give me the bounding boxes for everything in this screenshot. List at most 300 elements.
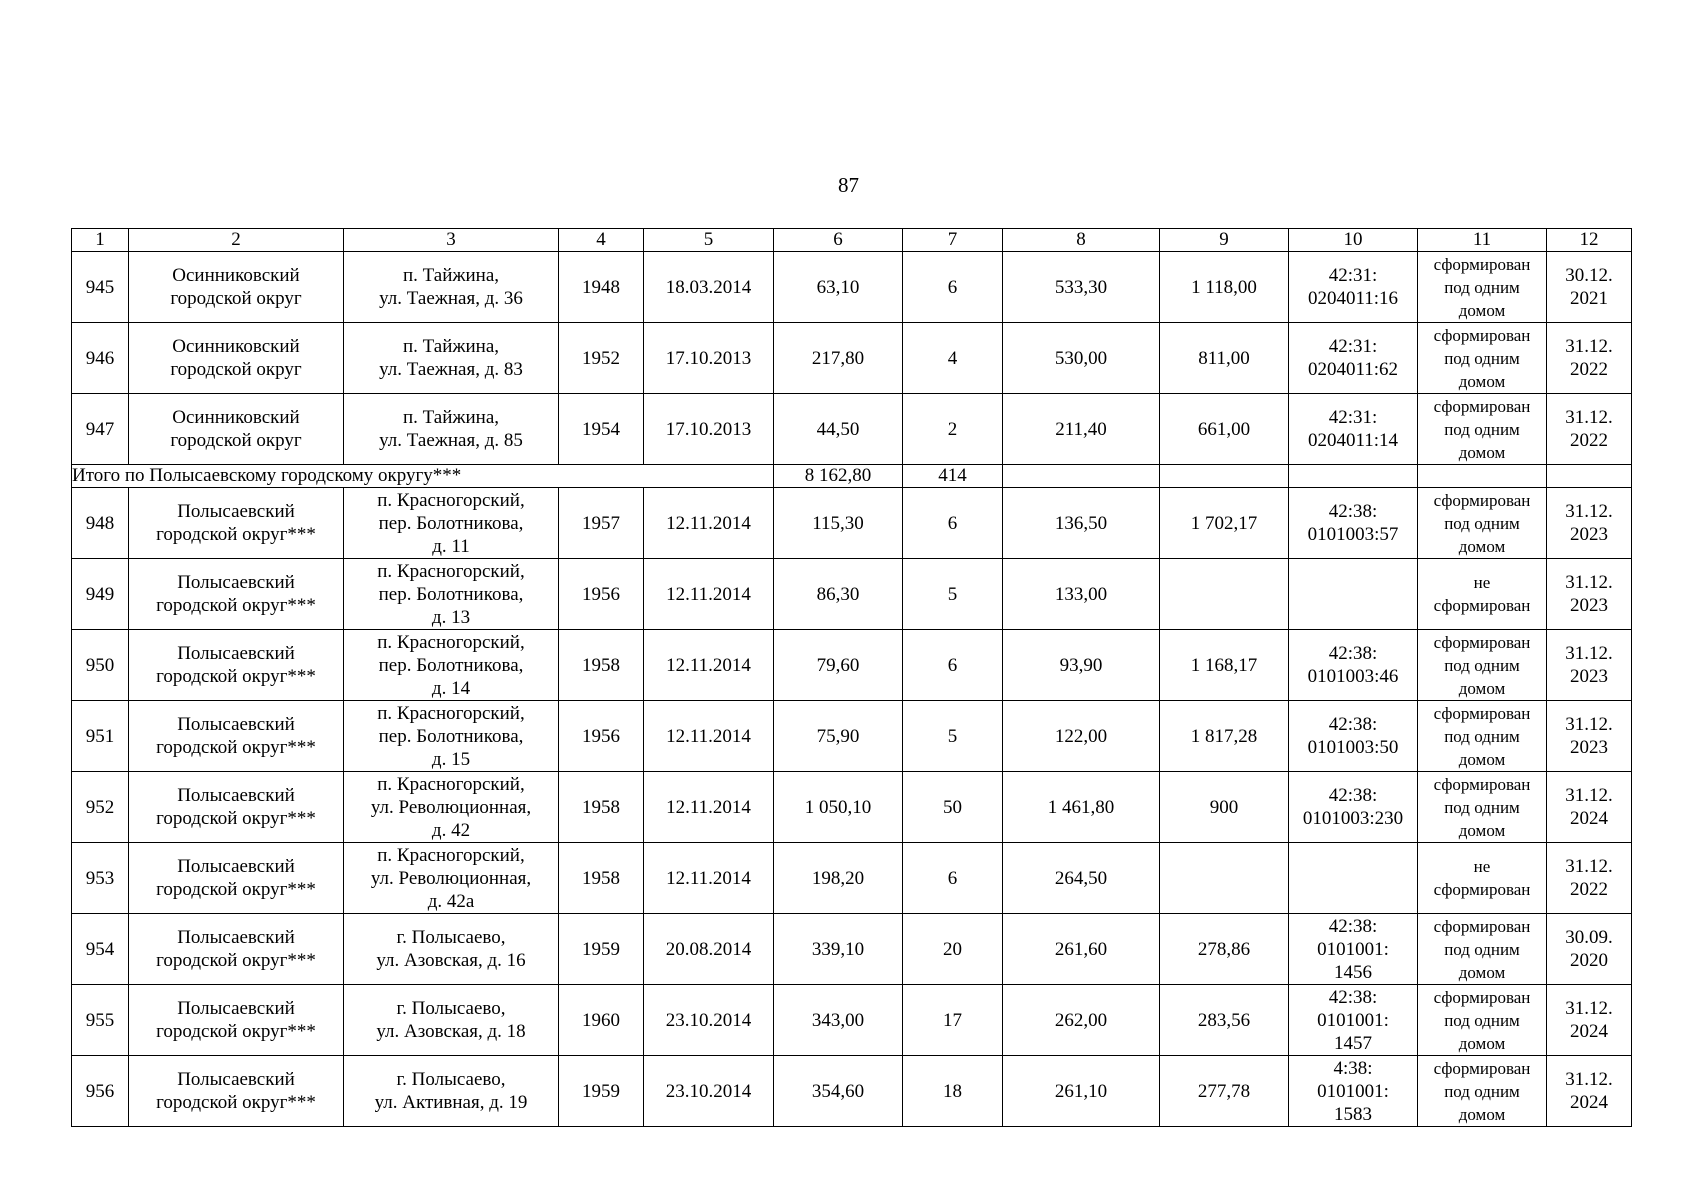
cadastral-number-cell xyxy=(1289,488,1418,559)
column-header: 11 xyxy=(1418,229,1547,252)
column-header: 7 xyxy=(903,229,1003,252)
year-cell: 1960 xyxy=(559,985,644,1056)
address-cell-line: п. Красногорский, xyxy=(377,773,525,795)
land-status-cell-line: сформирован xyxy=(1433,987,1531,1007)
land-status-cell-line: сформирован xyxy=(1433,632,1531,652)
date-cell: 12.11.2014 xyxy=(644,843,774,914)
land-status-cell xyxy=(1418,323,1547,394)
cadastral-number-cell-line: 42:38: xyxy=(1328,915,1378,937)
empty-cell xyxy=(1547,465,1632,488)
land-status-cell-line: под одним xyxy=(1444,1081,1520,1101)
year-cell: 1959 xyxy=(559,1056,644,1127)
cadastral-number-cell-line: 1457 xyxy=(1334,1032,1372,1054)
cadastral-value-cell: 278,86 xyxy=(1160,914,1289,985)
deadline-cell-line: 31.12. xyxy=(1565,501,1613,522)
empty-cell xyxy=(644,465,774,488)
land-area-cell: 261,10 xyxy=(1003,1056,1160,1127)
land-status-cell xyxy=(1418,1056,1547,1127)
year-cell: 1952 xyxy=(559,323,644,394)
land-status-cell xyxy=(1418,985,1547,1056)
total-row xyxy=(72,465,1632,488)
address-cell-line: ул. Азовская, д. 16 xyxy=(376,950,526,971)
year-cell: 1958 xyxy=(559,772,644,843)
address-cell-line: д. 13 xyxy=(431,606,471,628)
address-cell xyxy=(344,914,559,985)
land-status-cell xyxy=(1418,914,1547,985)
address-cell-line: д. 11 xyxy=(432,535,470,557)
cadastral-number-cell-line: 42:38: xyxy=(1328,785,1378,806)
row-number: 954 xyxy=(72,914,129,985)
deadline-cell-line: 31.12. xyxy=(1565,336,1613,357)
deadline-cell-line: 31.12. xyxy=(1565,572,1613,593)
cadastral-value-cell: 1 702,17 xyxy=(1160,488,1289,559)
land-area-cell: 122,00 xyxy=(1003,701,1160,772)
residents-cell: 18 xyxy=(903,1056,1003,1127)
deadline-cell-line: 2020 xyxy=(1570,950,1608,971)
page-number: 87 xyxy=(838,173,859,197)
cadastral-number-cell-line: 0204011:62 xyxy=(1307,359,1399,380)
address-cell-line: ул. Революционная, xyxy=(370,867,532,889)
land-status-cell xyxy=(1418,701,1547,772)
residents-cell: 6 xyxy=(903,630,1003,701)
address-cell-line: ул. Революционная, xyxy=(370,796,532,818)
deadline-cell xyxy=(1547,701,1632,772)
table-row xyxy=(72,252,1632,323)
table-row xyxy=(72,630,1632,701)
municipality-cell xyxy=(129,914,344,985)
column-header: 3 xyxy=(344,229,559,252)
deadline-cell-line: 31.12. xyxy=(1565,856,1613,877)
address-cell-line: д. 42 xyxy=(431,819,471,841)
residents-cell: 20 xyxy=(903,914,1003,985)
deadline-cell xyxy=(1547,252,1632,323)
row-number: 955 xyxy=(72,985,129,1056)
address-cell xyxy=(344,630,559,701)
year-cell: 1958 xyxy=(559,630,644,701)
table-row xyxy=(72,772,1632,843)
cadastral-number-cell-line: 0101003:230 xyxy=(1302,808,1404,829)
deadline-cell-line: 31.12. xyxy=(1565,643,1613,664)
year-cell: 1956 xyxy=(559,701,644,772)
residents-cell: 6 xyxy=(903,843,1003,914)
area-cell: 198,20 xyxy=(774,843,903,914)
land-status-cell-line: домом xyxy=(1458,820,1506,840)
deadline-cell-line: 31.12. xyxy=(1565,407,1613,428)
date-cell: 18.03.2014 xyxy=(644,252,774,323)
municipality-cell-line: городской округ*** xyxy=(156,1092,316,1113)
land-area-cell: 1 461,80 xyxy=(1003,772,1160,843)
address-cell-line: ул. Активная, д. 19 xyxy=(374,1092,528,1113)
column-header: 2 xyxy=(129,229,344,252)
address-cell xyxy=(344,252,559,323)
deadline-cell xyxy=(1547,630,1632,701)
land-status-cell-line: сформирован xyxy=(1433,254,1531,274)
year-cell: 1958 xyxy=(559,843,644,914)
area-cell: 115,30 xyxy=(774,488,903,559)
empty-cell xyxy=(1003,465,1160,488)
date-cell: 23.10.2014 xyxy=(644,1056,774,1127)
cadastral-number-cell-line: 42:38: xyxy=(1328,986,1378,1008)
municipality-cell-line: городской округ xyxy=(170,288,302,309)
table-row xyxy=(72,394,1632,465)
land-area-cell: 261,60 xyxy=(1003,914,1160,985)
address-cell xyxy=(344,394,559,465)
deadline-cell-line: 2022 xyxy=(1570,359,1608,380)
deadline-cell xyxy=(1547,1056,1632,1127)
cadastral-value-cell xyxy=(1160,559,1289,630)
deadline-cell-line: 2024 xyxy=(1570,808,1608,829)
land-status-cell xyxy=(1418,843,1547,914)
municipality-cell-line: Полысаевский xyxy=(177,643,295,664)
column-number-row xyxy=(72,229,1632,252)
cadastral-number-cell-line: 4:38: xyxy=(1333,1057,1373,1079)
municipality-cell-line: городской округ xyxy=(170,430,302,451)
land-area-cell: 211,40 xyxy=(1003,394,1160,465)
cadastral-value-cell: 1 118,00 xyxy=(1160,252,1289,323)
deadline-cell xyxy=(1547,394,1632,465)
column-header: 12 xyxy=(1547,229,1632,252)
land-status-cell-line: под одним xyxy=(1444,513,1520,533)
land-status-cell-line: под одним xyxy=(1444,726,1520,746)
date-cell: 17.10.2013 xyxy=(644,394,774,465)
address-cell-line: п. Красногорский, xyxy=(377,631,525,653)
address-cell-line: ул. Таежная, д. 36 xyxy=(379,288,523,309)
cadastral-number-cell-line: 1456 xyxy=(1334,961,1372,983)
municipality-cell xyxy=(129,985,344,1056)
deadline-cell-line: 31.12. xyxy=(1565,998,1613,1019)
deadline-cell-line: 2023 xyxy=(1570,737,1608,758)
row-number: 947 xyxy=(72,394,129,465)
land-status-cell-line: под одним xyxy=(1444,348,1520,368)
year-cell: 1948 xyxy=(559,252,644,323)
address-cell-line: п. Тайжина, xyxy=(402,336,500,357)
column-header: 9 xyxy=(1160,229,1289,252)
table-row xyxy=(72,488,1632,559)
municipality-cell-line: Полысаевский xyxy=(177,998,295,1019)
land-status-cell-line: домом xyxy=(1458,678,1506,698)
address-cell-line: п. Тайжина, xyxy=(402,265,500,286)
year-cell: 1957 xyxy=(559,488,644,559)
cadastral-value-cell: 1 168,17 xyxy=(1160,630,1289,701)
column-header: 4 xyxy=(559,229,644,252)
municipality-cell-line: Полысаевский xyxy=(177,856,295,877)
cadastral-number-cell-line: 0101003:50 xyxy=(1307,737,1399,758)
land-area-cell: 530,00 xyxy=(1003,323,1160,394)
row-number: 949 xyxy=(72,559,129,630)
municipality-cell xyxy=(129,394,344,465)
municipality-cell-line: городской округ*** xyxy=(156,737,316,758)
total-residents: 414 xyxy=(903,465,1003,488)
cadastral-number-cell-line: 0204011:16 xyxy=(1307,288,1399,309)
cadastral-number-cell-line: 42:31: xyxy=(1328,265,1378,286)
cadastral-number-cell xyxy=(1289,630,1418,701)
area-cell: 354,60 xyxy=(774,1056,903,1127)
total-area: 8 162,80 xyxy=(774,465,903,488)
municipality-cell-line: Полысаевский xyxy=(177,785,295,806)
municipality-cell-line: Полысаевский xyxy=(177,714,295,735)
land-status-cell-line: под одним xyxy=(1444,655,1520,675)
area-cell: 339,10 xyxy=(774,914,903,985)
housing-registry-table xyxy=(71,228,1632,1127)
cadastral-number-cell-line: 0101003:57 xyxy=(1307,524,1399,545)
year-cell: 1956 xyxy=(559,559,644,630)
municipality-cell-line: Полысаевский xyxy=(177,572,295,593)
land-status-cell-line: сформирован xyxy=(1433,880,1531,899)
area-cell: 343,00 xyxy=(774,985,903,1056)
land-status-cell-line: не xyxy=(1473,573,1491,592)
address-cell xyxy=(344,985,559,1056)
address-cell xyxy=(344,559,559,630)
address-cell-line: ул. Таежная, д. 83 xyxy=(379,359,523,380)
year-cell: 1959 xyxy=(559,914,644,985)
municipality-cell xyxy=(129,701,344,772)
land-status-cell-line: домом xyxy=(1458,536,1506,556)
address-cell-line: пер. Болотникова, xyxy=(378,654,524,676)
deadline-cell-line: 30.12. xyxy=(1565,265,1613,286)
municipality-cell-line: городской округ*** xyxy=(156,524,316,545)
deadline-cell xyxy=(1547,772,1632,843)
municipality-cell-line: Осинниковский xyxy=(172,336,300,357)
address-cell-line: п. Красногорский, xyxy=(377,844,525,866)
deadline-cell-line: 2023 xyxy=(1570,524,1608,545)
land-area-cell: 262,00 xyxy=(1003,985,1160,1056)
date-cell: 12.11.2014 xyxy=(644,559,774,630)
address-cell-line: г. Полысаево, xyxy=(396,998,506,1019)
cadastral-value-cell: 1 817,28 xyxy=(1160,701,1289,772)
empty-cell xyxy=(559,465,644,488)
deadline-cell xyxy=(1547,488,1632,559)
land-status-cell xyxy=(1418,488,1547,559)
land-status-cell-line: домом xyxy=(1458,442,1506,462)
cadastral-number-cell-line: 42:38: xyxy=(1328,643,1378,664)
land-status-cell-line: домом xyxy=(1458,1033,1506,1053)
cadastral-number-cell-line: 42:38: xyxy=(1328,714,1378,735)
land-area-cell: 533,30 xyxy=(1003,252,1160,323)
table-body xyxy=(72,229,1632,1127)
area-cell: 75,90 xyxy=(774,701,903,772)
address-cell xyxy=(344,843,559,914)
cadastral-number-cell xyxy=(1289,843,1418,914)
land-status-cell xyxy=(1418,772,1547,843)
cadastral-value-cell: 277,78 xyxy=(1160,1056,1289,1127)
land-area-cell: 133,00 xyxy=(1003,559,1160,630)
area-cell: 79,60 xyxy=(774,630,903,701)
municipality-cell-line: городской округ*** xyxy=(156,808,316,829)
municipality-cell-line: Полысаевский xyxy=(177,1069,295,1090)
residents-cell: 4 xyxy=(903,323,1003,394)
deadline-cell-line: 31.12. xyxy=(1565,1069,1613,1090)
row-number: 952 xyxy=(72,772,129,843)
residents-cell: 6 xyxy=(903,488,1003,559)
land-status-cell xyxy=(1418,630,1547,701)
empty-cell xyxy=(1289,465,1418,488)
deadline-cell xyxy=(1547,843,1632,914)
row-number: 945 xyxy=(72,252,129,323)
deadline-cell xyxy=(1547,914,1632,985)
address-cell xyxy=(344,1056,559,1127)
municipality-cell-line: Полысаевский xyxy=(177,927,295,948)
land-status-cell-line: сформирован xyxy=(1433,774,1531,794)
land-status-cell xyxy=(1418,559,1547,630)
deadline-cell-line: 2024 xyxy=(1570,1092,1608,1113)
column-header: 8 xyxy=(1003,229,1160,252)
land-area-cell: 93,90 xyxy=(1003,630,1160,701)
address-cell xyxy=(344,488,559,559)
land-status-cell-line: сформирован xyxy=(1433,916,1531,936)
address-cell-line: д. 15 xyxy=(431,748,471,770)
address-cell xyxy=(344,323,559,394)
residents-cell: 6 xyxy=(903,252,1003,323)
address-cell-line: д. 14 xyxy=(431,677,471,699)
cadastral-number-cell-line: 42:31: xyxy=(1328,336,1378,357)
table-row xyxy=(72,701,1632,772)
empty-cell xyxy=(1418,465,1547,488)
deadline-cell-line: 2022 xyxy=(1570,879,1608,900)
date-cell: 17.10.2013 xyxy=(644,323,774,394)
land-status-cell-line: домом xyxy=(1458,300,1506,320)
cadastral-number-cell xyxy=(1289,772,1418,843)
cadastral-number-cell-line: 0101003:46 xyxy=(1307,666,1399,687)
address-cell-line: д. 42а xyxy=(427,890,475,912)
residents-cell: 17 xyxy=(903,985,1003,1056)
municipality-cell-line: Полысаевский xyxy=(177,501,295,522)
address-cell-line: п. Тайжина, xyxy=(402,407,500,428)
address-cell-line: ул. Таежная, д. 85 xyxy=(379,430,523,451)
municipality-cell-line: городской округ*** xyxy=(156,1021,316,1042)
land-status-cell-line: под одним xyxy=(1444,939,1520,959)
address-cell-line: пер. Болотникова, xyxy=(378,583,524,605)
deadline-cell-line: 2023 xyxy=(1570,595,1608,616)
deadline-cell-line: 31.12. xyxy=(1565,714,1613,735)
cadastral-value-cell: 661,00 xyxy=(1160,394,1289,465)
table-row xyxy=(72,843,1632,914)
table-row xyxy=(72,985,1632,1056)
land-status-cell-line: домом xyxy=(1458,1104,1506,1124)
date-cell: 23.10.2014 xyxy=(644,985,774,1056)
municipality-cell xyxy=(129,772,344,843)
total-label: Итого по Полысаевскому городскому округу*** xyxy=(72,465,462,486)
column-header: 1 xyxy=(72,229,129,252)
municipality-cell-line: городской округ*** xyxy=(156,595,316,616)
residents-cell: 5 xyxy=(903,559,1003,630)
area-cell: 44,50 xyxy=(774,394,903,465)
land-status-cell-line: под одним xyxy=(1444,1010,1520,1030)
address-cell-line: г. Полысаево, xyxy=(396,1069,506,1090)
land-status-cell-line: сформирован xyxy=(1433,1058,1531,1078)
cadastral-number-cell-line: 42:31: xyxy=(1328,407,1378,428)
cadastral-number-cell xyxy=(1289,985,1418,1056)
cadastral-number-cell xyxy=(1289,914,1418,985)
table-row xyxy=(72,914,1632,985)
address-cell-line: п. Красногорский, xyxy=(377,560,525,582)
municipality-cell-line: городской округ*** xyxy=(156,950,316,971)
land-area-cell: 136,50 xyxy=(1003,488,1160,559)
municipality-cell xyxy=(129,323,344,394)
land-status-cell xyxy=(1418,252,1547,323)
land-status-cell-line: домом xyxy=(1458,749,1506,769)
deadline-cell-line: 30.09. xyxy=(1565,927,1613,948)
address-cell-line: п. Красногорский, xyxy=(377,702,525,724)
table-row xyxy=(72,1056,1632,1127)
deadline-cell xyxy=(1547,985,1632,1056)
municipality-cell-line: Осинниковский xyxy=(172,407,300,428)
deadline-cell xyxy=(1547,559,1632,630)
row-number: 956 xyxy=(72,1056,129,1127)
address-cell-line: п. Красногорский, xyxy=(377,489,525,511)
address-cell xyxy=(344,772,559,843)
land-status-cell-line: под одним xyxy=(1444,797,1520,817)
cadastral-number-cell xyxy=(1289,559,1418,630)
deadline-cell-line: 2021 xyxy=(1570,288,1608,309)
date-cell: 12.11.2014 xyxy=(644,772,774,843)
land-status-cell-line: домом xyxy=(1458,962,1506,982)
date-cell: 20.08.2014 xyxy=(644,914,774,985)
date-cell: 12.11.2014 xyxy=(644,488,774,559)
municipality-cell xyxy=(129,559,344,630)
row-number: 953 xyxy=(72,843,129,914)
area-cell: 1 050,10 xyxy=(774,772,903,843)
table-row xyxy=(72,559,1632,630)
cadastral-number-cell-line: 0101001: xyxy=(1317,938,1389,960)
cadastral-number-cell-line: 42:38: xyxy=(1328,501,1378,522)
row-number: 946 xyxy=(72,323,129,394)
year-cell: 1954 xyxy=(559,394,644,465)
cadastral-number-cell xyxy=(1289,1056,1418,1127)
municipality-cell xyxy=(129,843,344,914)
cadastral-number-cell-line: 0101001: xyxy=(1317,1009,1389,1031)
land-status-cell-line: сформирован xyxy=(1433,596,1531,615)
row-number: 948 xyxy=(72,488,129,559)
area-cell: 86,30 xyxy=(774,559,903,630)
land-area-cell: 264,50 xyxy=(1003,843,1160,914)
municipality-cell xyxy=(129,252,344,323)
empty-cell xyxy=(1160,465,1289,488)
address-cell xyxy=(344,701,559,772)
land-status-cell-line: под одним xyxy=(1444,419,1520,439)
row-number: 950 xyxy=(72,630,129,701)
municipality-cell xyxy=(129,1056,344,1127)
cadastral-number-cell xyxy=(1289,394,1418,465)
cadastral-number-cell-line: 1583 xyxy=(1334,1103,1372,1125)
cadastral-value-cell: 283,56 xyxy=(1160,985,1289,1056)
municipality-cell-line: Осинниковский xyxy=(172,265,300,286)
municipality-cell xyxy=(129,488,344,559)
cadastral-value-cell: 900 xyxy=(1160,772,1289,843)
row-number: 951 xyxy=(72,701,129,772)
land-status-cell xyxy=(1418,394,1547,465)
municipality-cell-line: городской округ xyxy=(170,359,302,380)
address-cell-line: г. Полысаево, xyxy=(396,927,506,948)
deadline-cell-line: 2023 xyxy=(1570,666,1608,687)
residents-cell: 5 xyxy=(903,701,1003,772)
deadline-cell-line: 2022 xyxy=(1570,430,1608,451)
deadline-cell-line: 31.12. xyxy=(1565,785,1613,806)
date-cell: 12.11.2014 xyxy=(644,630,774,701)
cadastral-value-cell: 811,00 xyxy=(1160,323,1289,394)
municipality-cell xyxy=(129,630,344,701)
cadastral-number-cell-line: 0204011:14 xyxy=(1307,430,1399,451)
land-status-cell-line: сформирован xyxy=(1433,703,1531,723)
land-status-cell-line: домом xyxy=(1458,371,1506,391)
land-status-cell-line: сформирован xyxy=(1433,325,1531,345)
cadastral-value-cell xyxy=(1160,843,1289,914)
residents-cell: 2 xyxy=(903,394,1003,465)
address-cell-line: пер. Болотникова, xyxy=(378,725,524,747)
column-header: 6 xyxy=(774,229,903,252)
address-cell-line: ул. Азовская, д. 18 xyxy=(376,1021,526,1042)
municipality-cell-line: городской округ*** xyxy=(156,666,316,687)
municipality-cell-line: городской округ*** xyxy=(156,879,316,900)
